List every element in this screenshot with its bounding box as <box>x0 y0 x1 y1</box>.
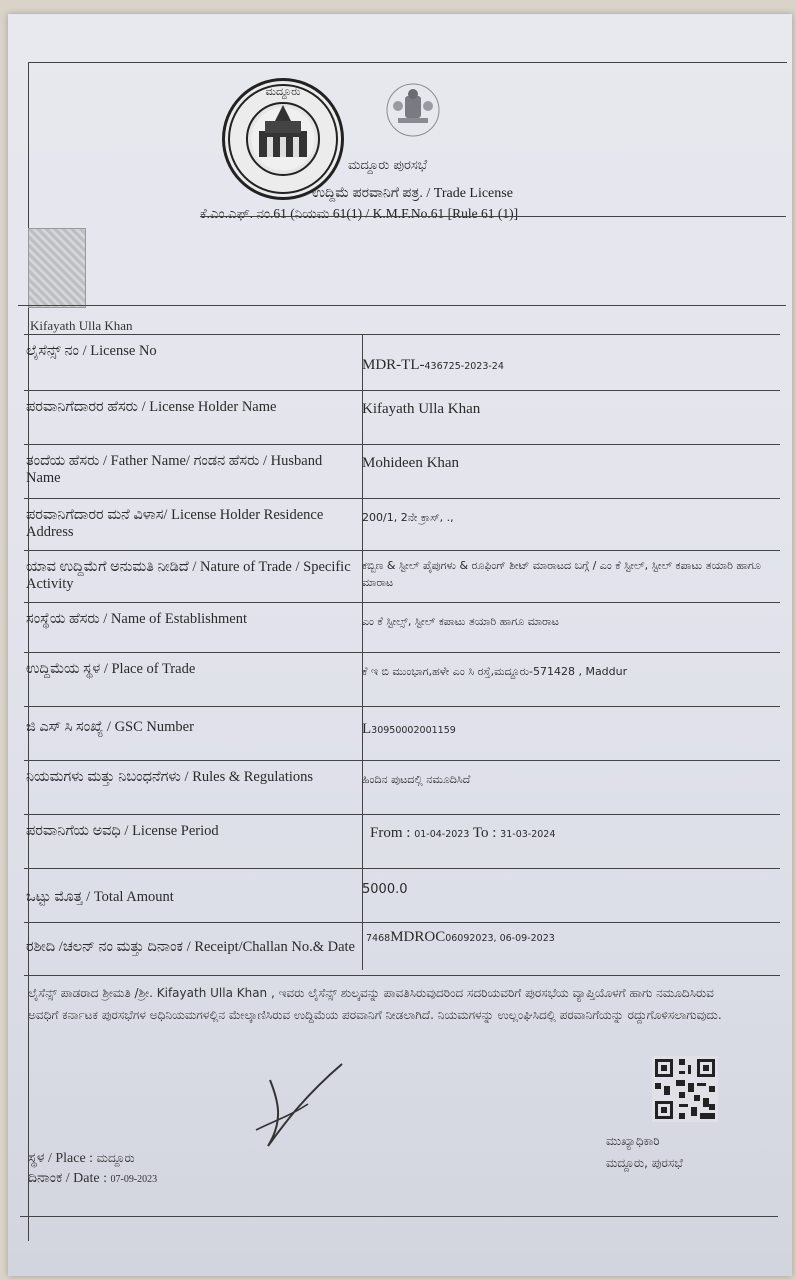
document-title: ಉದ್ದಿಮೆ ಪರವಾನಿಗೆ ಪತ್ರ. / Trade License <box>312 186 513 201</box>
value-rules: ಹಿಂದಿನ ಪುಟದಲ್ಲಿ ನಮೂದಿಸಿದೆ <box>362 773 471 786</box>
to-label: To : <box>469 825 501 841</box>
license-no-number: 436725-2023-24 <box>424 361 504 372</box>
gsc-prefix: L <box>362 721 372 737</box>
value-receipt <box>366 929 780 947</box>
value-total-amount: 5000.0 <box>362 882 408 897</box>
place-value: ಮದ್ದೂರು <box>96 1151 135 1165</box>
place-date-block <box>28 1148 157 1190</box>
label-holder-name: ಪರವಾನಿಗೆದಾರರ ಹೆಸರು / License Holder Name <box>26 399 277 415</box>
table-row-holder-name <box>24 390 780 444</box>
table-row-father-name <box>24 444 780 498</box>
table-row-license-period <box>24 814 780 868</box>
label-gsc-number: ಜಿ ಎಸ್ ಸಿ ಸಂಖ್ಯೆ / GSC Number <box>26 719 194 735</box>
date-label: ದಿನಾಂಕ / Date : <box>28 1171 111 1186</box>
table-row-gsc-number <box>24 706 780 760</box>
value-residence-address: 200/1, 2ನೇ ಕ್ರಾಸ್, ., <box>362 511 454 524</box>
label-place-of-trade: ಉದ್ದಿಮೆಯ ಸ್ಥಳ / Place of Trade <box>26 661 196 677</box>
value-license-period <box>370 825 784 843</box>
header-divider <box>200 216 786 217</box>
label-license-no: ಲೈಸೆನ್ಸ್ ನಂ / License No <box>26 343 157 359</box>
signature-icon <box>250 1060 360 1160</box>
gsc-digits: 30950002001159 <box>371 725 456 736</box>
bottom-border <box>20 1216 778 1217</box>
photo-caption: Kifayath Ulla Khan <box>30 318 133 333</box>
label-total-amount: ಒಟ್ಟು ಮೊತ್ತ / Total Amount <box>26 889 174 905</box>
date-line <box>28 1169 157 1190</box>
from-date: 01-04-2023 <box>414 829 470 840</box>
label-father-name: ತಂದೆಯ ಹೆಸರು / Father Name/ ಗಂಡನ ಹೆಸರು / Husband Name <box>26 453 323 486</box>
place-line <box>28 1148 157 1169</box>
table-row-residence-address <box>24 498 780 550</box>
receipt-prefix-number: 7468 <box>366 933 391 944</box>
table-row-nature-of-trade <box>24 550 780 602</box>
license-no-prefix: MDR-TL- <box>362 357 425 373</box>
receipt-code: MDROC <box>390 929 446 945</box>
table-row-place-of-trade <box>24 652 780 706</box>
table-row-total-amount <box>24 868 780 922</box>
value-gsc-number <box>362 721 776 739</box>
qr-code-icon <box>652 1056 718 1122</box>
value-holder-name: Kifayath Ulla Khan <box>362 401 481 417</box>
officer-title: ಮುಖ್ಯಾಧಿಕಾರಿ <box>606 1134 660 1148</box>
label-receipt: ರಶೀದಿ /ಚಲನ್ ನಂ ಮತ್ತು ದಿನಾಂಕ / Receipt/Challan No.& Date <box>26 939 355 955</box>
date-value: 07-09-2023 <box>110 1174 158 1185</box>
to-date: 31-03-2024 <box>500 829 556 840</box>
from-label: From : <box>370 825 415 841</box>
table-row-license-no <box>24 334 780 390</box>
value-license-no <box>362 357 776 375</box>
label-license-period: ಪರವಾನಿಗೆಯ ಅವಧಿ / License Period <box>26 823 219 839</box>
label-establishment: ಸಂಸ್ಥೆಯ ಹೆಸರು / Name of Establishment <box>26 611 248 627</box>
place-label: ಸ್ಥಳ / Place : <box>28 1151 97 1166</box>
municipal-seal-icon <box>222 78 344 200</box>
value-establishment: ಎಂ ಕೆ ಸ್ಟೀಲ್ಸ್, ಸ್ಟೀಲ್ ಕಪಾಟು ತಯಾರಿ ಹಾಗೂ ಮಾರಾಟ <box>362 615 559 628</box>
label-rules: ನಿಯಮಗಳು ಮತ್ತು ನಿಬಂಧನೆಗಳು / Rules & Regulations <box>26 769 314 785</box>
chief-officer-block <box>606 1130 683 1174</box>
value-father-name: Mohideen Khan <box>362 455 460 471</box>
seal-lettering: ಮದ್ದೂರು <box>265 85 301 98</box>
table-row-receipt <box>24 922 780 976</box>
holder-photo <box>28 228 86 308</box>
license-statement: ಲೈಸೆನ್ಸ್ ಪಾಡರಾದ ಶ್ರೀಮತಿ /ಶ್ರೀ. Kifayath Ulla Khan , ಇವರು ಲೈಸೆನ್ಸ್ ಶುಲ್ಕವನ್ನು ಪಾವತಿಸಿರುವುದರಿಂದ ಸದರಿಯವರಿಗೆ ಪುರಸಭೆಯ ವ್ಯಾಪ್ತಿಯೊಳಗೆ ಹಾಗು ನಮೂದಿಸಿರುವ ಅವಧಿಗೆ ಕರ್ನಾಟಕ ಪುರಸಭೆಗಳ ಅಧಿನಿಯಮಗಳಲ್ಲಿನ ಮೇಲ್ಕಾಣಿಸಿರುವ ಉದ್ದಿಮೆಯ ಪರವಾನಿಗೆ ನೀಡಲಾಗಿದೆ. ನಿಯಮಗಳನ್ನು ಉಲ್ಲಂಘಿಸಿದಲ್ಲಿ ಪರವಾನಿಗೆಯನ್ನು ರದ್ದುಗೊಳಿಸಲಾಗುವುದು. <box>28 986 722 1022</box>
table-row-rules <box>24 760 780 814</box>
government-of-karnataka-emblem-icon <box>378 80 448 142</box>
photo-divider <box>18 305 786 306</box>
municipality-name: ಮದ್ದೂರು ಪುರಸಭೆ <box>348 158 428 173</box>
label-nature-of-trade: ಯಾವ ಉದ್ದಿಮೆಗೆ ಅನುಮತಿ ನೀಡಿದೆ / Nature of Trade / Specific Activity <box>26 559 351 592</box>
receipt-number-date: 06092023, 06-09-2023 <box>445 933 555 944</box>
officer-organisation: ಮದ್ದೂರು, ಪುರಸಭೆ <box>606 1156 683 1170</box>
value-nature-of-trade: ಕಬ್ಬಿಣ & ಸ್ಟೀಲ್ ಪೈಪುಗಳು & ರೂಫಿಂಗ್ ಶೀಟ್ ಮಾರಾಟದ ಬಗ್ಗೆ / ಎಂ ಕೆ ಸ್ಟೀಲ್, ಸ್ಟೀಲ್ ಕಪಾಟು ತಯಾರಿ ಹಾಗೂ ಮಾರಾಟ <box>362 559 761 589</box>
label-residence-address: ಪರವಾನಿಗೆದಾರರ ಮನೆ ವಿಳಾಸ/ License Holder Residence Address <box>26 507 324 540</box>
value-place-of-trade: ಕೆ ಇ ಬಿ ಮುಂಭಾಗ,ಹಳೇ ಎಂ ಸಿ ರಸ್ತೆ,ಮದ್ದೂರು-571428 , Maddur <box>362 665 628 678</box>
table-row-establishment <box>24 602 780 652</box>
license-details-table <box>24 334 780 976</box>
form-rule-reference: ಕೆ.ಎಂ.ಎಫ್. ನಂ.61 (ನಿಯಮ 61(1) / K.M.F.No.61 [Rule 61 (1)] <box>200 206 519 221</box>
